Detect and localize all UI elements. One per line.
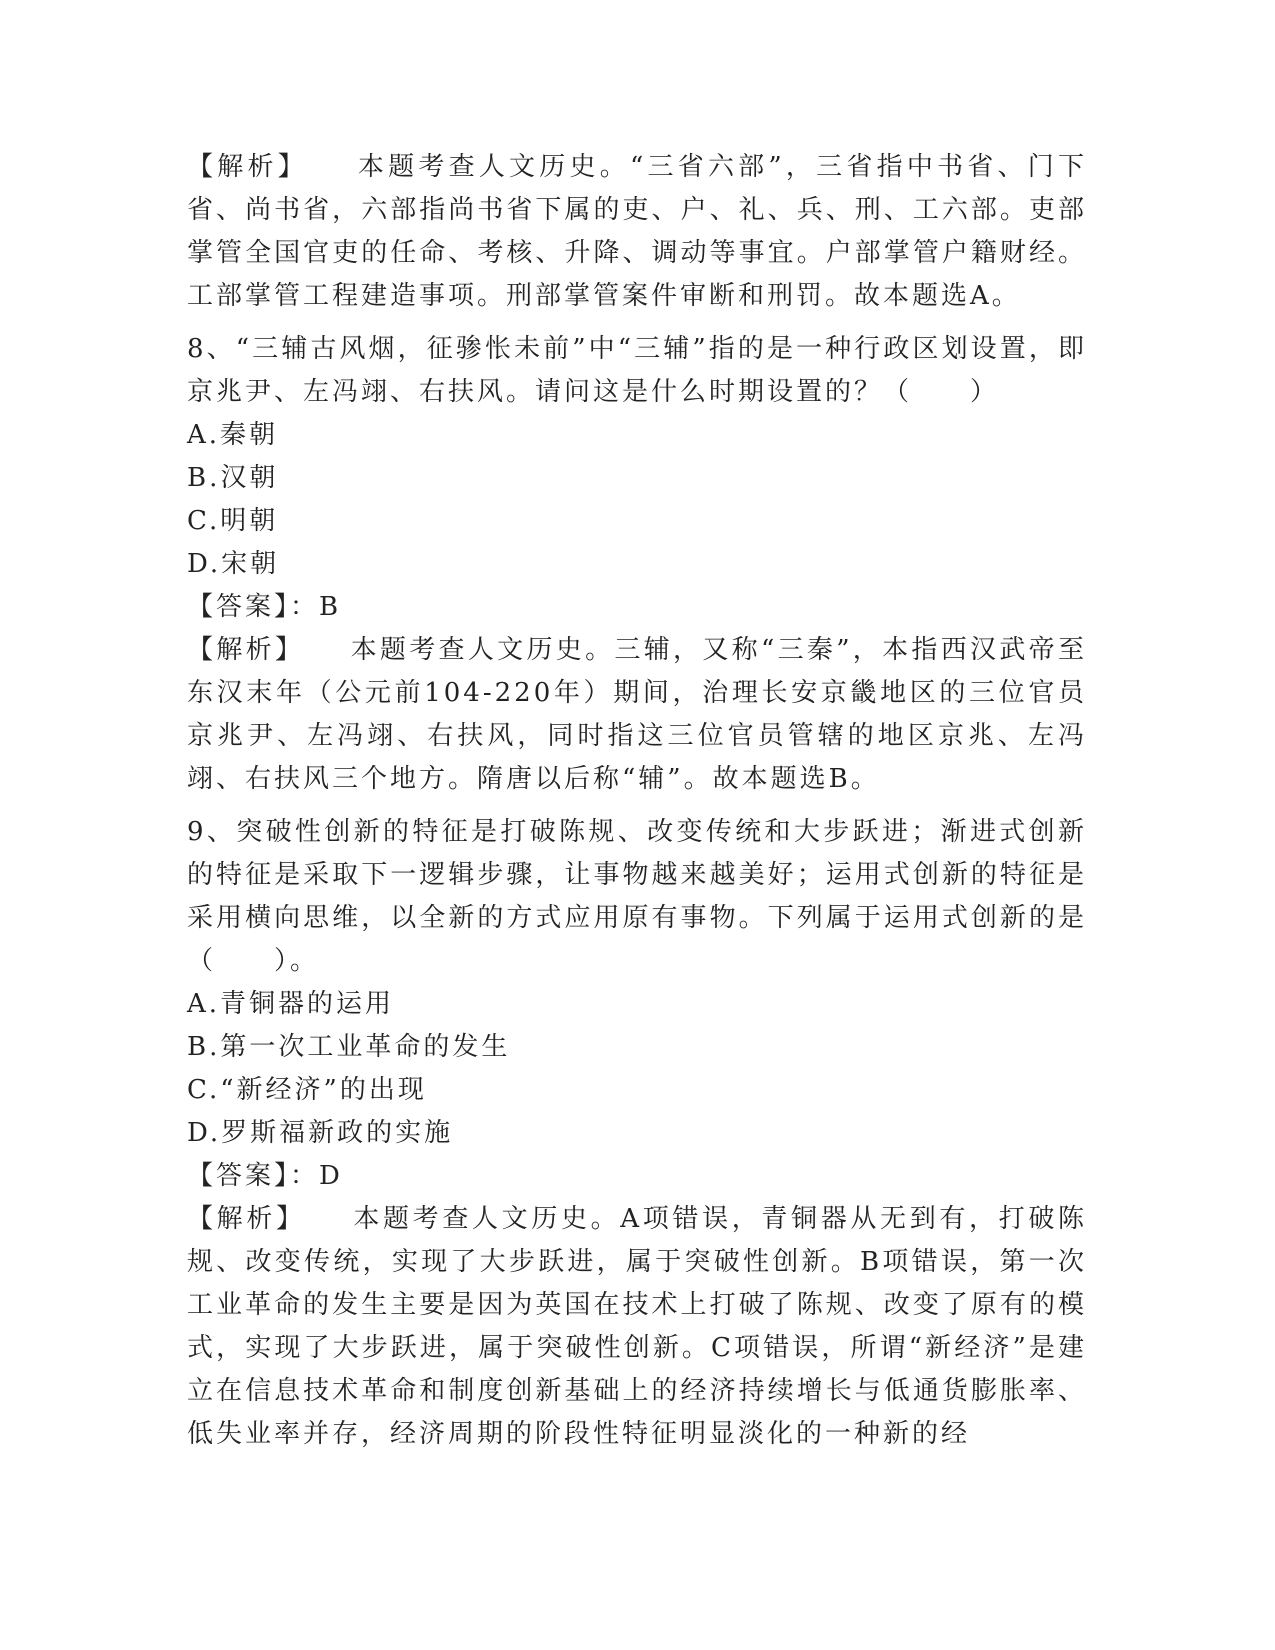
q9-stem: 9、突破性创新的特征是打破陈规、改变传统和大步跃进；渐进式创新的特征是采取下一逻辑步骤，让事物越来越美好；运用式创新的特征是采用横向思维，以全新的方式应用原有事物。下列属于运用式创新的是（ ）。 (187, 817, 1087, 976)
q7-analysis (187, 146, 1087, 318)
q8-stem: 8、“三辅古风烟，征骖怅未前”中“三辅”指的是一种行政区划设置，即京兆尹、左冯翊、右扶风。请问这是什么时期设置的？（ ） (187, 334, 1087, 407)
document-page (187, 146, 1087, 1456)
answer-label: 【答案】： (187, 1161, 320, 1191)
analysis-label: 【解析】 (187, 1204, 306, 1234)
q9-option-a: A.青铜器的运用 (187, 989, 395, 1019)
analysis-text: 本题考查人文历史。三辅，又称“三秦”，本指西汉武帝至东汉末年（公元前104-220年）期间，治理长安京畿地区的三位官员京兆尹、左冯翊、右扶风，同时指这三位官员管辖的地区京兆、左冯翊、右扶风三个地方。隋唐以后称“辅”。故本题选B。 (187, 635, 1087, 794)
answer-label: 【答案】： (187, 592, 320, 622)
q8-option-c: C.明朝 (187, 506, 279, 536)
q9-option-c: C.“新经济”的出现 (187, 1075, 427, 1105)
q8-option-a: A.秦朝 (187, 420, 279, 450)
q8-answer (187, 586, 1087, 629)
q9-option-b: B.第一次工业革命的发生 (187, 1032, 511, 1062)
answer-value: D (319, 1161, 343, 1191)
analysis-label: 【解析】 (187, 152, 308, 182)
q9-answer (187, 1155, 1087, 1198)
analysis-text: 本题考查人文历史。“三省六部”，三省指中书省、门下省、尚书省，六部指尚书省下属的吏、户、礼、兵、刑、工六部。吏部掌管全国官吏的任命、考核、升降、调动等事宜。户部掌管户籍财经。工部掌管工程建造事项。刑部掌管案件审断和刑罚。故本题选A。 (187, 152, 1087, 311)
q9-option-d: D.罗斯福新政的实施 (187, 1118, 454, 1148)
q8-option-d: D.宋朝 (187, 549, 280, 579)
q8-option-b: B.汉朝 (187, 463, 279, 493)
q9-analysis (187, 1198, 1087, 1456)
analysis-label: 【解析】 (187, 635, 305, 665)
analysis-text: 本题考查人文历史。A项错误，青铜器从无到有，打破陈规、改变传统，实现了大步跃进，属于突破性创新。B项错误，第一次工业革命的发生主要是因为英国在技术上打破了陈规、改变了原有的模式，实现了大步跃进，属于突破性创新。C项错误，所谓“新经济”是建立在信息技术革命和制度创新基础上的经济持续增长与低通货膨胀率、低失业率并存，经济周期的阶段性特征明显淡化的一种新的经 (187, 1204, 1087, 1449)
q8-analysis (187, 629, 1087, 801)
answer-value: B (319, 592, 342, 622)
